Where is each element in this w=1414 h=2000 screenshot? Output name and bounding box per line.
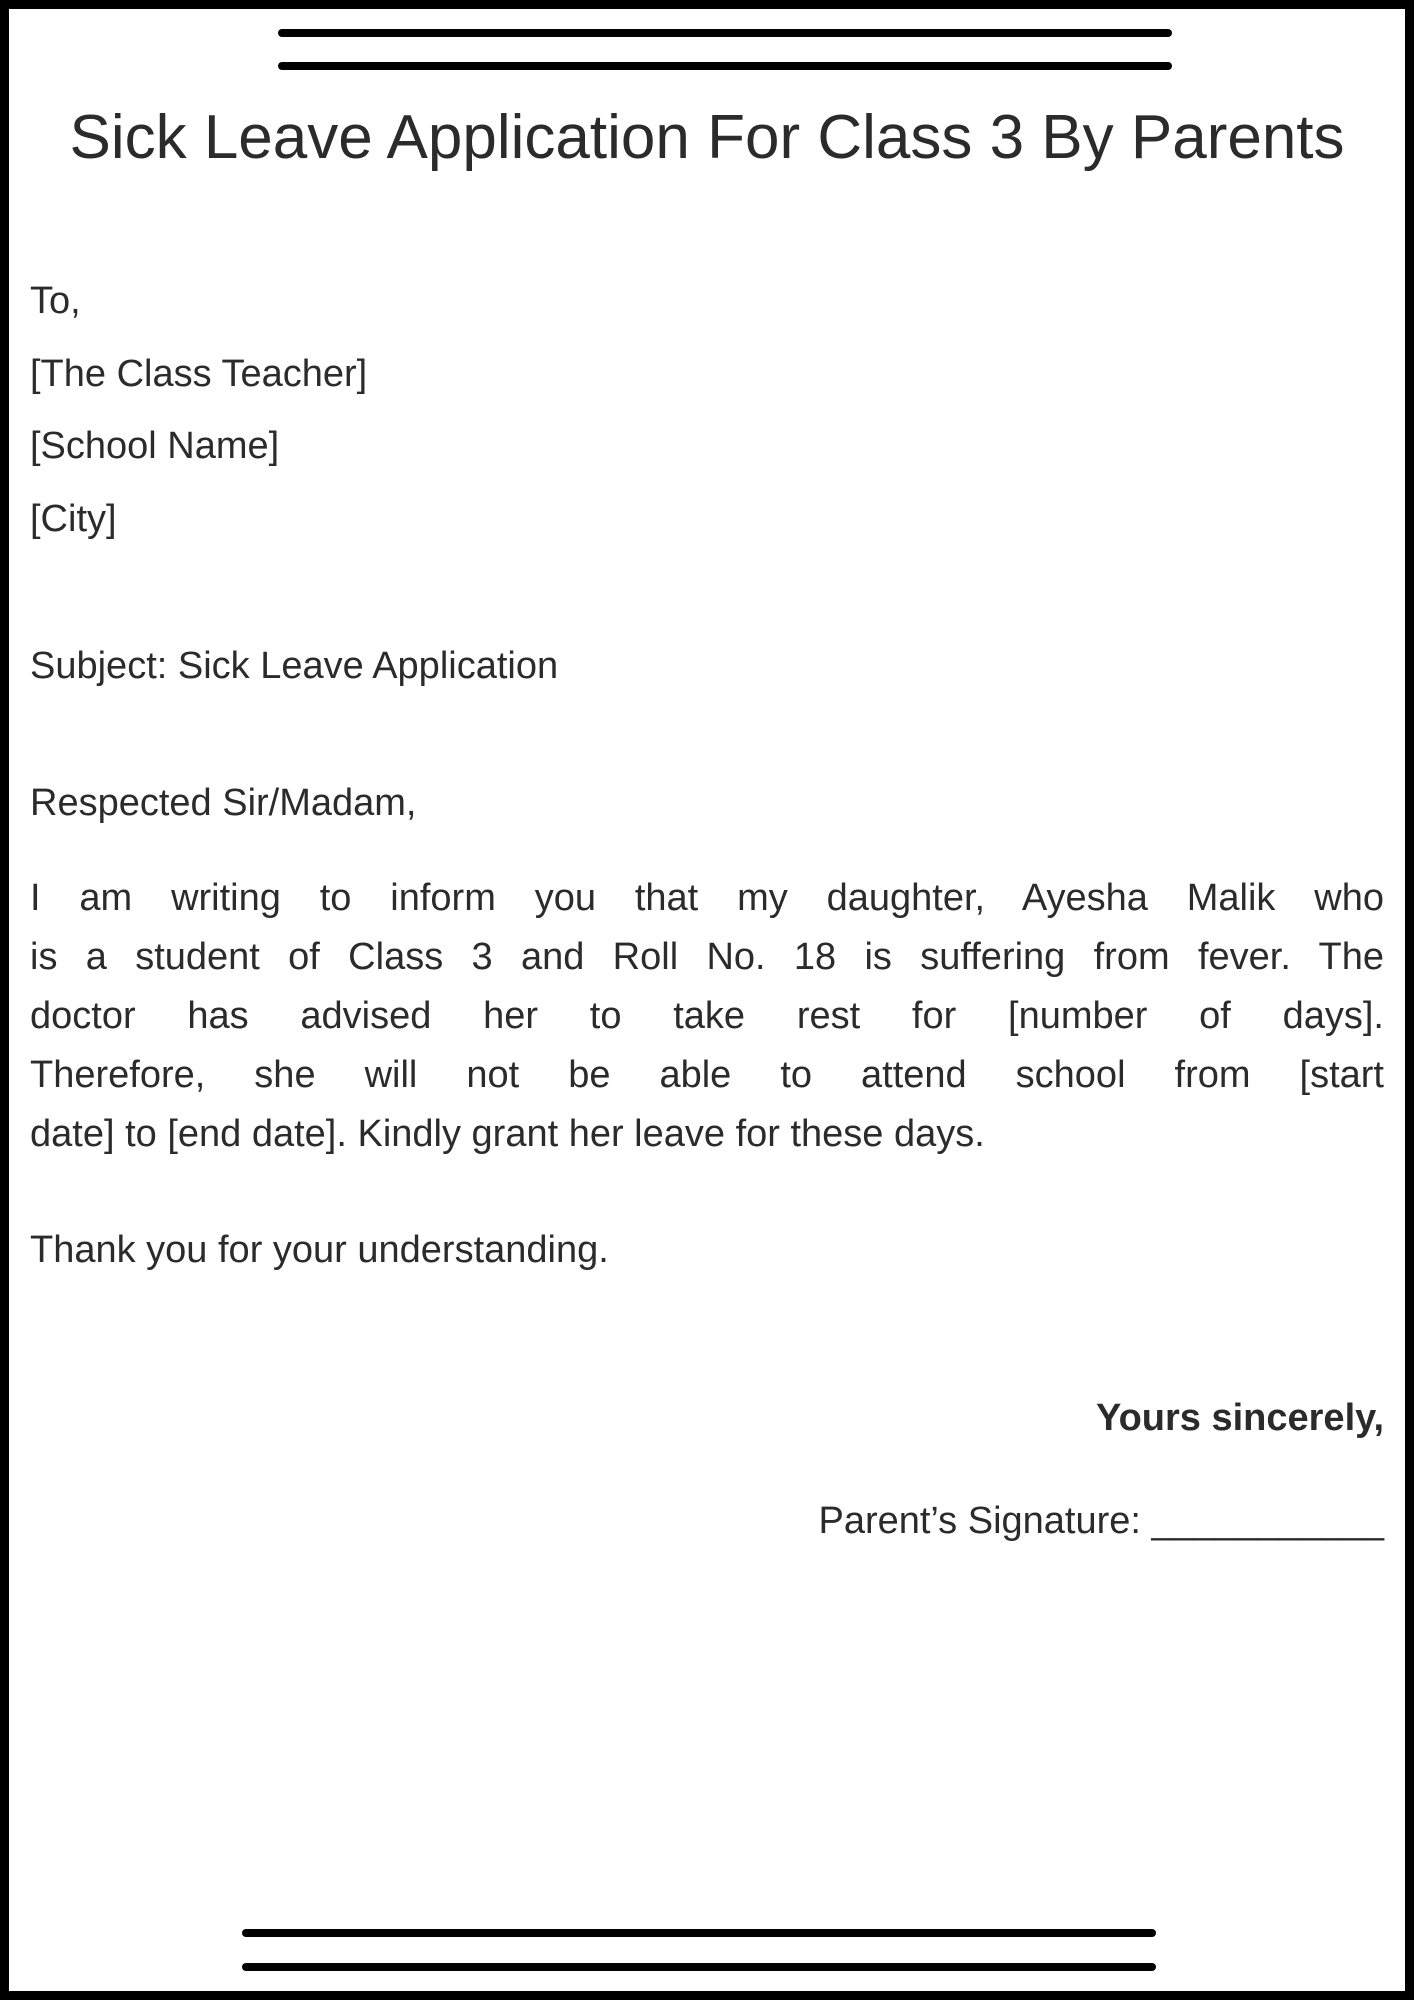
body-line: is a student of Class 3 and Roll No. 18 is suffering from fever. The	[30, 936, 1384, 978]
bottom-rule-1	[242, 1929, 1156, 1937]
recipient-teacher: [The Class Teacher]	[30, 353, 368, 395]
body-line: doctor has advised her to take rest for [number of days].	[30, 995, 1384, 1037]
body-paragraph	[30, 873, 1384, 1168]
body-line: date] to [end date]. Kindly grant her leave for these days.	[30, 1113, 985, 1155]
thanks-line: Thank you for your understanding.	[30, 1229, 609, 1271]
body-line: Therefore, she will not be able to attend school from [start	[30, 1054, 1384, 1096]
recipient-to: To,	[30, 280, 81, 322]
page-title: Sick Leave Application For Class 3 By Parents	[69, 103, 1345, 172]
top-rule-2	[278, 62, 1172, 70]
bottom-rule-2	[242, 1963, 1156, 1971]
recipient-school: [School Name]	[30, 425, 280, 467]
top-rule-1	[278, 29, 1172, 37]
salutation: Respected Sir/Madam,	[30, 782, 417, 824]
signature-line: Parent’s Signature: ___________	[818, 1500, 1384, 1542]
body-line: I am writing to inform you that my daughter, Ayesha Malik who	[30, 877, 1384, 919]
subject-line: Subject: Sick Leave Application	[30, 645, 559, 687]
recipient-city: [City]	[30, 498, 117, 540]
closing: Yours sincerely,	[1096, 1397, 1384, 1439]
